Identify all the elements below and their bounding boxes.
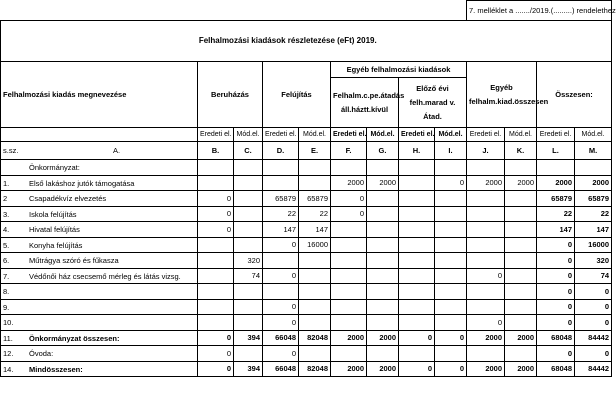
value-cell (331, 222, 367, 238)
row-number: 11. (3, 333, 13, 343)
row-label-cell (1, 361, 198, 377)
value-cell (505, 284, 537, 300)
value-cell (505, 191, 537, 207)
value-cell (399, 284, 435, 300)
value-cell: 0 (263, 237, 299, 253)
value-cell: 0 (575, 346, 612, 362)
value-cell: 0 (399, 330, 435, 346)
value-cell (367, 346, 399, 362)
value-cell (537, 160, 575, 176)
row-number: 5. (3, 240, 10, 250)
value-cell: 0 (263, 299, 299, 315)
value-cell: 0 (263, 315, 299, 331)
value-cell (331, 160, 367, 176)
col-letter: C. (234, 142, 263, 160)
value-cell: 0 (467, 268, 505, 284)
value-cell (234, 175, 263, 191)
value-cell: 2000 (331, 175, 367, 191)
value-cell (435, 191, 467, 207)
value-cell (467, 160, 505, 176)
value-cell (263, 175, 299, 191)
value-cell: 74 (234, 268, 263, 284)
value-cell: 0 (331, 191, 367, 207)
value-cell (367, 160, 399, 176)
table-row (1, 284, 612, 300)
value-cell (399, 175, 435, 191)
row-name: Konyha felújítás (29, 240, 83, 250)
value-cell (467, 299, 505, 315)
row-label-cell (1, 191, 198, 207)
row-label-cell (1, 330, 198, 346)
value-cell: 65879 (299, 191, 331, 207)
value-cell (234, 237, 263, 253)
value-cell: 2000 (331, 361, 367, 377)
value-cell: 2000 (331, 330, 367, 346)
value-cell: 147 (299, 222, 331, 238)
value-cell (505, 206, 537, 222)
row-name: Önkormányzat: (29, 163, 80, 172)
table-row (1, 222, 612, 238)
value-cell: 22 (299, 206, 331, 222)
value-cell (234, 160, 263, 176)
row-name: Védőnői ház csecsemő mérleg és látás vizsg. (29, 271, 181, 281)
mod-label: Mód.el. (575, 128, 612, 142)
eredeti-label: Eredeti el. (198, 128, 234, 142)
value-cell: 394 (234, 330, 263, 346)
value-cell (467, 284, 505, 300)
table-row (1, 160, 612, 176)
value-cell (234, 206, 263, 222)
value-cell: 22 (537, 206, 575, 222)
col-letter: A. (113, 146, 121, 155)
row-name: Iskola felújítás (29, 209, 77, 219)
value-cell (234, 315, 263, 331)
value-cell (299, 315, 331, 331)
value-cell (331, 284, 367, 300)
row-name: Óvoda: (29, 349, 54, 358)
value-cell (367, 315, 399, 331)
value-cell (234, 191, 263, 207)
row-number: 12. (3, 349, 14, 358)
value-cell (467, 237, 505, 253)
eredeti-label: Eredeti el. (399, 128, 435, 142)
value-cell (467, 346, 505, 362)
row-label-cell (1, 315, 198, 331)
value-cell: 0 (537, 253, 575, 269)
value-cell: 0 (467, 315, 505, 331)
col-letter: K. (505, 142, 537, 160)
row-label-cell (1, 237, 198, 253)
value-cell (263, 253, 299, 269)
value-cell (367, 237, 399, 253)
value-cell (198, 268, 234, 284)
value-cell (435, 299, 467, 315)
eredeti-label: Eredeti el. (467, 128, 505, 142)
value-cell: 74 (575, 268, 612, 284)
row-number: 2 (3, 194, 8, 203)
value-cell: 0 (198, 206, 234, 222)
row-label-cell (1, 346, 198, 362)
value-cell (399, 315, 435, 331)
value-cell: 82048 (299, 330, 331, 346)
eredeti-label: Eredeti el. (537, 128, 575, 142)
value-cell: 65879 (537, 191, 575, 207)
value-cell: 2000 (575, 175, 612, 191)
value-cell (399, 191, 435, 207)
value-cell: 0 (198, 330, 234, 346)
egyeb-sub2-header: Előző évi felh.marad v. Átad. (399, 78, 467, 128)
table-row (1, 346, 612, 362)
value-cell (198, 175, 234, 191)
value-cell: 22 (263, 206, 299, 222)
value-cell (399, 346, 435, 362)
value-cell: 2000 (467, 330, 505, 346)
value-cell: 0 (331, 206, 367, 222)
col-letter: F. (331, 142, 367, 160)
row-number: 6. (3, 256, 10, 265)
value-cell (467, 253, 505, 269)
value-cell (505, 299, 537, 315)
value-cell: 0 (537, 237, 575, 253)
col-letter: G. (367, 142, 399, 160)
egyeb-group-header: Egyéb felhalmozási kiadások (331, 62, 467, 78)
ssz-label: s.sz. (3, 146, 19, 155)
value-cell: 68048 (537, 361, 575, 377)
table-row (1, 237, 612, 253)
value-cell (435, 222, 467, 238)
value-cell: 0 (198, 346, 234, 362)
table-row (1, 330, 612, 346)
value-cell (299, 175, 331, 191)
value-cell (505, 253, 537, 269)
row-number: 4. (3, 225, 10, 234)
row-number: 8. (3, 287, 10, 296)
table-row (1, 315, 612, 331)
value-cell (331, 315, 367, 331)
annex-note: 7. melléklet a ......./2019.(.........) rendelethez (467, 1, 575, 21)
beruhazas-header: Beruházás (198, 62, 263, 128)
row-label-cell (1, 160, 198, 176)
value-cell: 147 (263, 222, 299, 238)
row-label-cell (1, 222, 198, 238)
value-cell (198, 160, 234, 176)
value-cell: 320 (575, 253, 612, 269)
mod-label: Mód.el. (505, 128, 537, 142)
value-cell (331, 346, 367, 362)
row-name: Műtrágya szóró és fűkasza (29, 256, 119, 265)
value-cell: 65879 (575, 191, 612, 207)
value-cell: 0 (435, 175, 467, 191)
egyeb-sub1-header: Felhalm.c.pe.átadás áll.háztt.kívül (331, 78, 399, 128)
value-cell (435, 346, 467, 362)
table-row (1, 191, 612, 207)
value-cell (435, 160, 467, 176)
value-cell: 0 (263, 346, 299, 362)
value-cell: 0 (537, 315, 575, 331)
row-name: Mindösszesen: (29, 364, 83, 374)
value-cell (234, 222, 263, 238)
value-cell: 66048 (263, 330, 299, 346)
value-cell: 0 (537, 284, 575, 300)
row-number: 3. (3, 209, 10, 219)
value-cell: 0 (575, 299, 612, 315)
table-row (1, 206, 612, 222)
value-cell (198, 237, 234, 253)
table-row (1, 253, 612, 269)
col-letter: E. (299, 142, 331, 160)
value-cell (367, 253, 399, 269)
value-cell (435, 206, 467, 222)
value-cell: 0 (263, 268, 299, 284)
value-cell (331, 237, 367, 253)
row-label-cell (1, 175, 198, 191)
eredeti-label: Eredeti el. (331, 128, 367, 142)
value-cell: 2000 (367, 175, 399, 191)
value-cell (331, 299, 367, 315)
row-label-cell (1, 299, 198, 315)
row-number: 14. (3, 364, 14, 374)
row-number: 10. (3, 318, 14, 327)
value-cell: 82048 (299, 361, 331, 377)
value-cell (234, 299, 263, 315)
value-cell: 147 (575, 222, 612, 238)
value-cell: 22 (575, 206, 612, 222)
col-letter: D. (263, 142, 299, 160)
value-cell: 0 (198, 191, 234, 207)
value-cell (399, 237, 435, 253)
mod-label: Mód.el. (234, 128, 263, 142)
value-cell (367, 206, 399, 222)
osszesen-header: Összesen: (537, 62, 612, 128)
row-name: Első lakáshoz jutók támogatása (29, 178, 135, 188)
table-row (1, 268, 612, 284)
value-cell (467, 206, 505, 222)
value-cell (399, 299, 435, 315)
mod-label: Mód.el. (299, 128, 331, 142)
value-cell: 0 (537, 346, 575, 362)
value-cell (198, 253, 234, 269)
value-cell: 2000 (467, 361, 505, 377)
col-letter: B. (198, 142, 234, 160)
row-label-cell (1, 268, 198, 284)
value-cell: 0 (537, 299, 575, 315)
row-label-cell (1, 253, 198, 269)
value-cell (505, 160, 537, 176)
value-cell: 84442 (575, 361, 612, 377)
value-cell (198, 299, 234, 315)
value-cell (467, 191, 505, 207)
value-cell (467, 222, 505, 238)
value-cell (399, 222, 435, 238)
value-cell: 2000 (505, 330, 537, 346)
col-letter: L. (537, 142, 575, 160)
value-cell (367, 222, 399, 238)
value-cell (399, 268, 435, 284)
value-cell: 2000 (467, 175, 505, 191)
value-cell (435, 315, 467, 331)
table-row (1, 299, 612, 315)
row-label-cell (1, 206, 198, 222)
value-cell (331, 253, 367, 269)
value-cell (505, 315, 537, 331)
value-cell: 0 (575, 284, 612, 300)
name-column-header: Felhalmozási kiadás megnevezése (1, 62, 198, 128)
value-cell: 2000 (367, 361, 399, 377)
col-letter: J. (467, 142, 505, 160)
value-cell (367, 191, 399, 207)
value-cell (367, 284, 399, 300)
value-cell: 2000 (367, 330, 399, 346)
value-cell (505, 268, 537, 284)
value-cell: 0 (575, 315, 612, 331)
value-cell (399, 160, 435, 176)
value-cell (435, 268, 467, 284)
value-cell: 0 (198, 222, 234, 238)
value-cell (367, 299, 399, 315)
col-letter: H. (399, 142, 435, 160)
value-cell (263, 284, 299, 300)
row-number: 9. (3, 302, 10, 312)
value-cell (299, 268, 331, 284)
value-cell (299, 160, 331, 176)
row-name: Csapadékvíz elvezetés (29, 194, 107, 203)
row-label-cell (1, 284, 198, 300)
value-cell: 0 (399, 361, 435, 377)
value-cell (435, 284, 467, 300)
value-cell (367, 268, 399, 284)
value-cell (299, 284, 331, 300)
value-cell: 0 (435, 330, 467, 346)
col-letter: M. (575, 142, 612, 160)
value-cell: 394 (234, 361, 263, 377)
value-cell (198, 315, 234, 331)
col-letter: I. (435, 142, 467, 160)
value-cell (435, 237, 467, 253)
column-letters (1, 142, 198, 160)
value-cell (234, 346, 263, 362)
value-cell: 0 (435, 361, 467, 377)
value-cell (331, 268, 367, 284)
value-cell: 66048 (263, 361, 299, 377)
value-cell: 84442 (575, 330, 612, 346)
page-title: Felhalmozási kiadások részletezése (eFt) 2019. (1, 21, 575, 62)
value-cell: 16000 (575, 237, 612, 253)
row-name: Önkormányzat összesen: (29, 333, 120, 343)
value-cell (505, 222, 537, 238)
value-cell (299, 253, 331, 269)
value-cell: 0 (198, 361, 234, 377)
value-cell: 0 (537, 268, 575, 284)
value-cell: 2000 (505, 361, 537, 377)
value-cell: 68048 (537, 330, 575, 346)
value-cell: 65879 (263, 191, 299, 207)
mod-label: Mód.el. (435, 128, 467, 142)
egyeb-osszesen-header: Egyéb felhalm.kiad.összesen (467, 62, 537, 128)
value-cell (299, 299, 331, 315)
value-cell: 2000 (537, 175, 575, 191)
table-row (1, 361, 612, 377)
mod-label: Mód.el. (367, 128, 399, 142)
value-cell (263, 160, 299, 176)
value-cell (575, 160, 612, 176)
value-cell (399, 253, 435, 269)
value-cell (435, 253, 467, 269)
value-cell: 147 (537, 222, 575, 238)
value-cell (505, 346, 537, 362)
value-cell (299, 346, 331, 362)
value-cell: 320 (234, 253, 263, 269)
value-cell (505, 237, 537, 253)
value-cell: 2000 (505, 175, 537, 191)
table-row (1, 175, 612, 191)
row-name: Hivatal felújítás (29, 225, 80, 234)
row-number: 7. (3, 271, 10, 281)
eredeti-label: Eredeti el. (263, 128, 299, 142)
value-cell (234, 284, 263, 300)
felujitas-header: Felújítás (263, 62, 331, 128)
value-cell: 16000 (299, 237, 331, 253)
row-number: 1. (3, 178, 10, 188)
value-cell (399, 206, 435, 222)
value-cell (198, 284, 234, 300)
